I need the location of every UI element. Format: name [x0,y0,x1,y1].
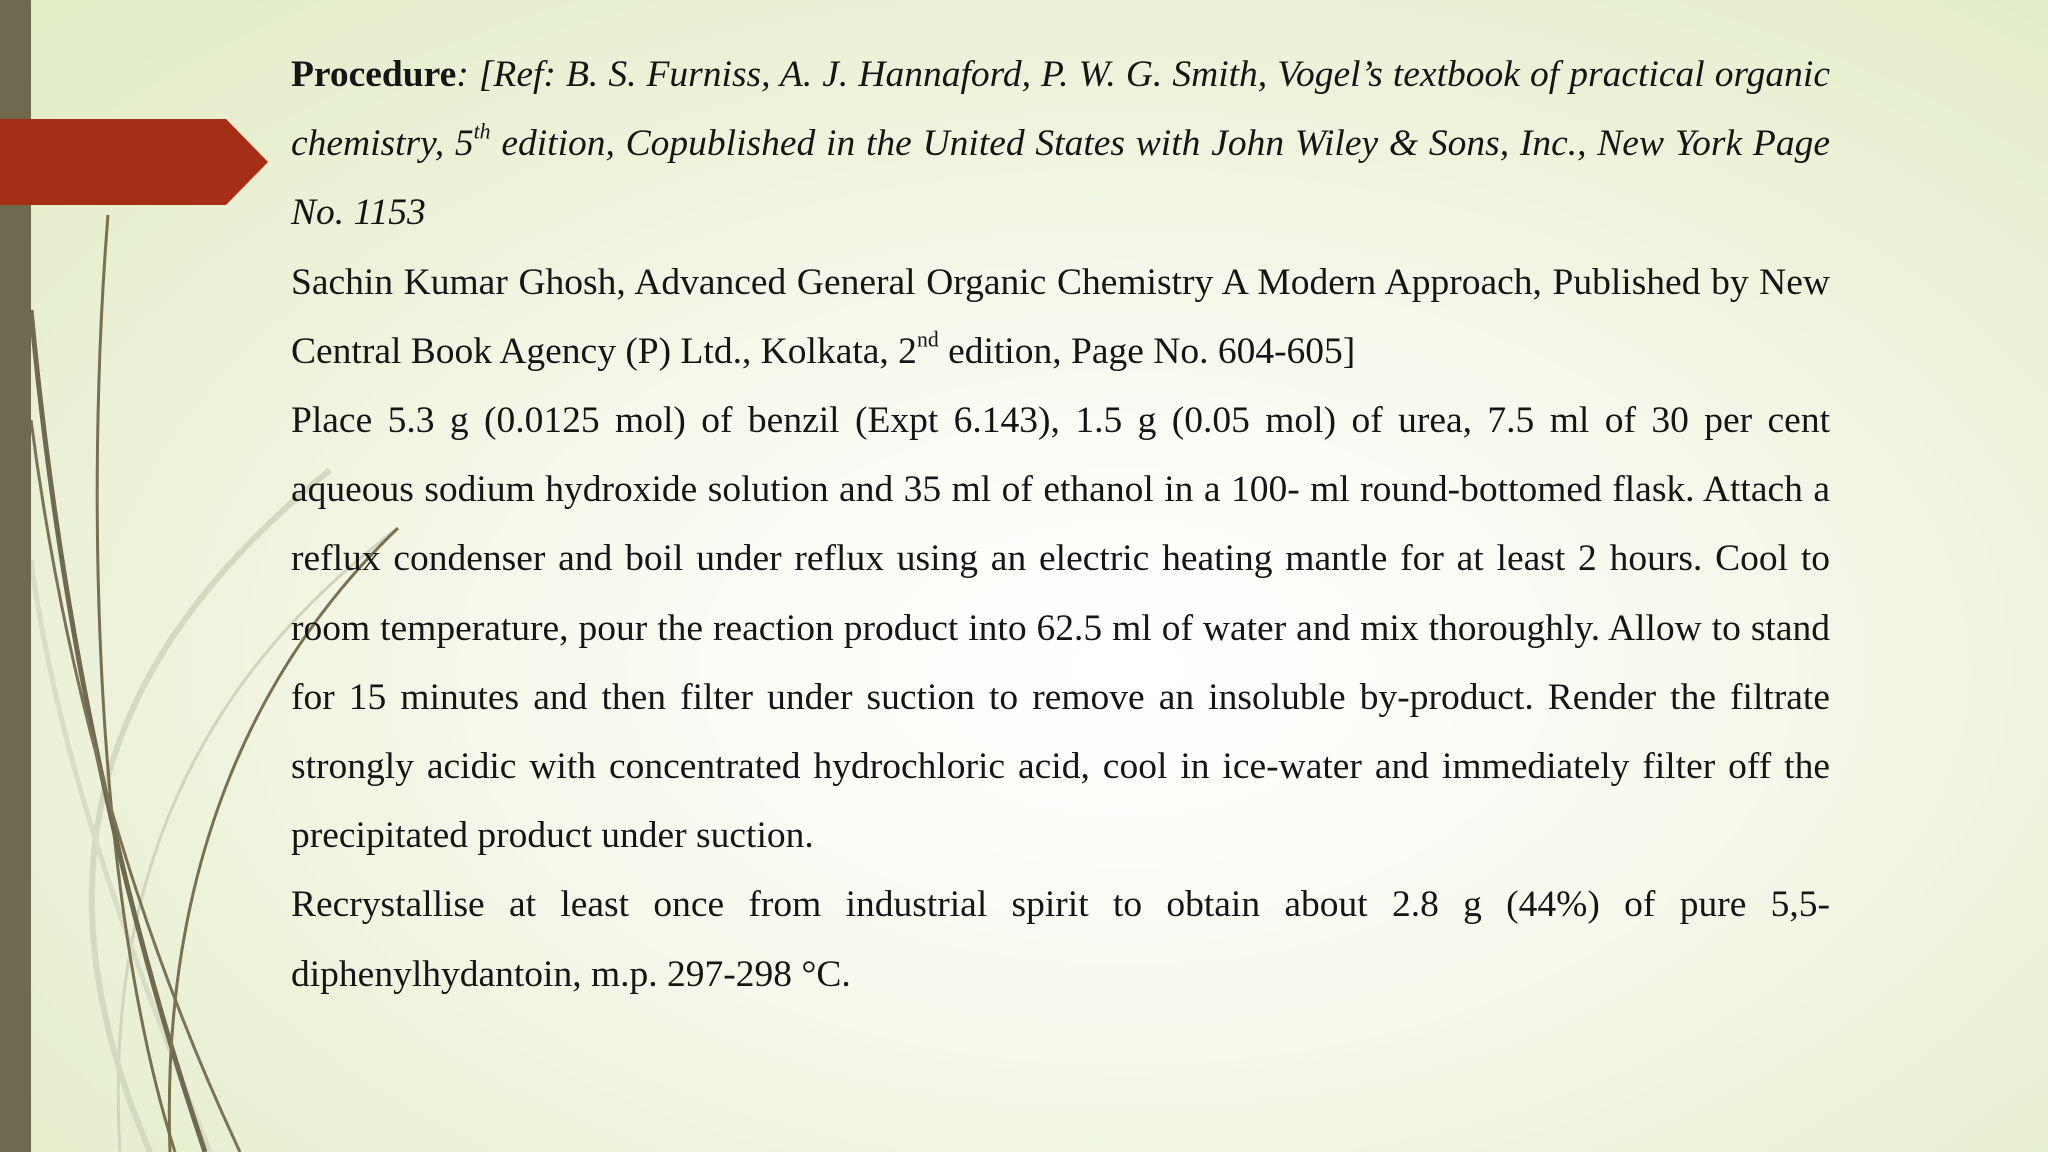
reference-1-part-2: edition, Copublished in the United States with John Wiley & Sons, Inc., New York Page No. 1153 [291,123,1830,234]
reference-paragraph [291,40,1830,248]
title-arrow-icon [0,119,270,205]
dark-curve-3 [31,420,240,1152]
reference-2-part-1: Sachin Kumar Ghosh, Advanced General Organic Chemistry A Modern Approach, Published by New Central Book Agency (P) Ltd., Kolkata, 2 [291,261,1830,372]
procedure-heading: Procedure [291,54,457,95]
reference-2-part-2: edition, Page No. 604-605] [938,330,1356,372]
recrystallise-paragraph: Recrystallise at least once from industrial spirit to obtain about 2.8 g (44%) of pure 5,5-diphenylhydantoin, m.p. 297-298 °C. [291,884,1830,995]
dark-curve-2 [31,310,205,1152]
procedure-body-paragraph: Place 5.3 g (0.0125 mol) of benzil (Expt 6.143), 1.5 g (0.05 mol) of urea, 7.5 ml of 30 per cent aqueous sodium hydroxide solution and 35 ml of ethanol in a 100- ml round-bottomed flask. Attach a reflux condenser and boil under reflux using an electric heating mantle for at least 2 hours. Cool to room temperature, pour the reaction product into 62.5 ml of water and mix thoroughly. Allow to stand for 15 minutes and then filter under suction to remove an insoluble by-product. Render the filtrate strongly acidic with concentrated hydrochloric acid, cool in ice-water and immediately filter off the precipitated product under suction. [291,400,1830,857]
reference-1-part-1: : [Ref: B. S. Furniss, A. J. Hannaford, P. W. G. Smith, Vogel’s textbook of practical organic chemistry, 5th edition, Copublished in the United States with John Wiley & Sons, Inc., New York Page No. 1153 [291,54,1830,234]
reference-2-paragraph: Sachin Kumar Ghosh, Advanced General Organic Chemistry A Modern Approach, Published by New Central Book Agency (P) Ltd., Kolkata, 2nd edition, Page No. 604-605] [291,261,1830,372]
procedure-text [291,40,1830,1009]
